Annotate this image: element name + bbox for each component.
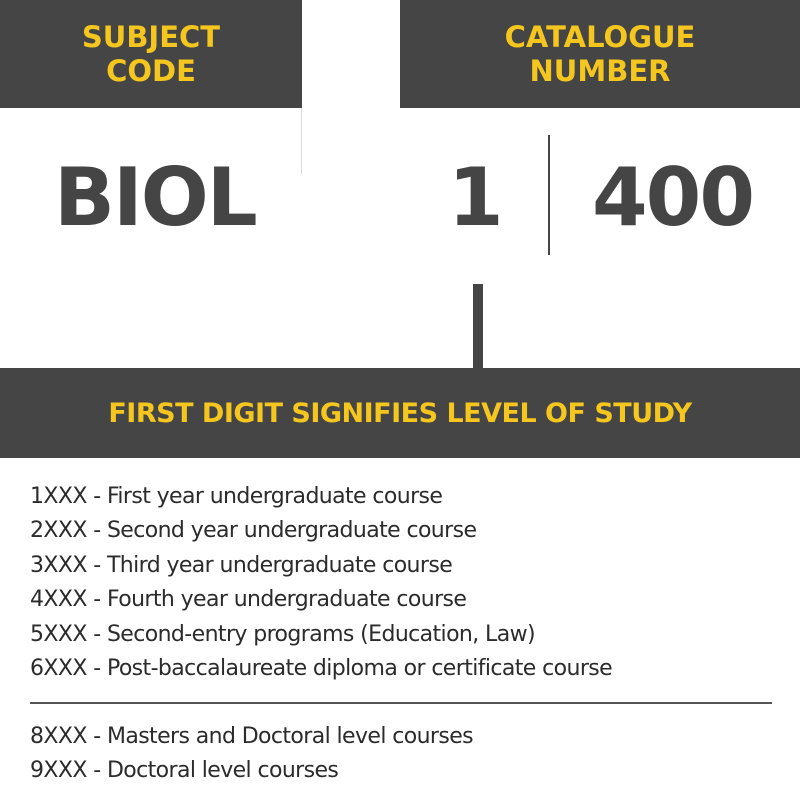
level-code: 1XXX [30, 484, 87, 509]
level-list-item: 4XXX - Fourth year undergraduate course [30, 587, 467, 613]
level-list-item: 9XXX - Doctoral level courses [30, 758, 339, 784]
digit-separator [548, 135, 550, 255]
level-description: Fourth year undergraduate course [106, 587, 467, 613]
level-list-item: 5XXX - Second-entry programs (Education, Law) [30, 621, 535, 647]
level-code: 3XXX [30, 552, 87, 578]
level-description: Third year undergraduate course [106, 552, 453, 578]
catalogue-number-header-line2: NUMBER [529, 54, 671, 88]
graduate-level-list [30, 720, 473, 789]
undergraduate-level-list [30, 480, 612, 686]
catalogue-remaining-digits: 400 [592, 151, 753, 244]
level-list-divider [30, 702, 772, 704]
level-of-study-banner-text: FIRST DIGIT SIGNIFIES LEVEL OF STUDY [108, 397, 692, 429]
subject-code-header [0, 0, 302, 108]
subject-code-header-line2: CODE [106, 54, 196, 88]
level-list-item: 8XXX - Masters and Doctoral level courses [30, 724, 474, 749]
subject-column-border [301, 108, 302, 174]
first-digit-connector [473, 284, 483, 368]
level-code: 4XXX [30, 587, 87, 613]
level-list-item: 6XXX - Post-baccalaureate diploma or certificate course [30, 655, 613, 681]
level-code: 6XXX [30, 655, 87, 681]
catalogue-number-header [400, 0, 800, 108]
level-code: 9XXX [30, 758, 87, 784]
level-of-study-banner [0, 368, 800, 458]
level-description: Masters and Doctoral level courses [106, 724, 474, 749]
level-description: Second year undergraduate course [106, 518, 477, 544]
level-list-item: 3XXX - Third year undergraduate course [30, 552, 453, 578]
level-description: Second-entry programs (Education, Law) [106, 621, 535, 647]
level-code: 8XXX [30, 724, 87, 749]
level-description: Post-baccalaureate diploma or certificate course [106, 655, 613, 681]
subject-code-header-line1: SUBJECT [81, 20, 221, 54]
level-description: Doctoral level courses [106, 758, 339, 784]
level-code: 5XXX [30, 621, 87, 647]
level-code: 2XXX [30, 518, 87, 544]
catalogue-number-header-line1: CATALOGUE [504, 20, 696, 54]
level-list-item: 2XXX - Second year undergraduate course [30, 518, 477, 544]
subject-code-value: BIOL [54, 151, 256, 244]
level-list-item: 1XXX - First year undergraduate course [30, 484, 443, 509]
level-description: First year undergraduate course [106, 484, 443, 509]
catalogue-first-digit: 1 [448, 151, 502, 244]
